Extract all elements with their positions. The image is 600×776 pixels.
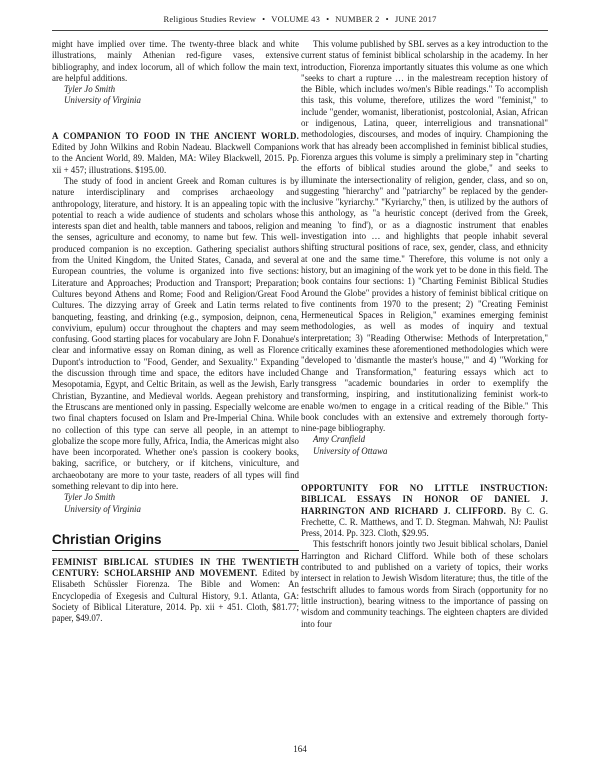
reviewer-affiliation: University of Virginia [64, 503, 141, 514]
review-body: This festschrift honors jointly two Jesuit biblical scholars, Daniel Harrington and Richard Clifford. While both of these scholars contributed to and published on a variety of topics, their works intersect in relation to Jewish Wisdom literature; thus, the title of the festschrift alludes to famous words from Sirach (opportunity for no little instruction), bearing witness to the importance of passing on wisdom and community teachings. The eighteen chapters are divided into four [301, 539, 548, 629]
left-column [52, 39, 299, 625]
reviewer-name: Amy Cranfield [313, 434, 366, 445]
volume-label: VOLUME 43 [271, 14, 321, 24]
review-heading [52, 557, 299, 625]
book-title: OPPORTUNITY FOR NO LITTLE INSTRUCTION: BIBLICAL ESSAYS IN HONOR OF DANIEL J. HARRINGTON AND RICHARD J. CLIFFORD. [301, 482, 548, 516]
review-entry [52, 131, 299, 515]
review-entry [301, 483, 548, 630]
running-header [52, 14, 548, 24]
header-rule [52, 30, 548, 31]
review-heading [52, 131, 299, 176]
book-title: A COMPANION TO FOOD IN THE ANCIENT WORLD. [52, 130, 299, 141]
reviewer-affiliation: University of Ottawa [313, 445, 388, 456]
issue-number: NUMBER 2 [335, 14, 380, 24]
book-citation: Edited by John Wilkins and Robin Nadeau. Blackwell Companions to the Ancient World, 89. Malden, MA: Wiley Blackwell, 2015. Pp. xii + 457; illustrations. $195.00. [52, 142, 299, 175]
book-citation: By C. G. Frechette, C. R. Matthews, and T. D. Stegman. Mahwah, NJ: Paulist Press, 2014. Pp. 323. Cloth, $29.95. [301, 505, 549, 539]
journal-name: Religious Studies Review [163, 14, 257, 24]
header-bullet: • [385, 14, 389, 24]
reviewer-name: Tyler Jo Smith [64, 84, 116, 95]
review-heading [301, 483, 548, 539]
reviewer-affiliation: University of Virginia [64, 95, 141, 106]
issue-date: JUNE 2017 [394, 14, 437, 24]
review-entry [52, 557, 299, 625]
book-citation: Edited by Elisabeth Schüssler Fiorenza. The Bible and Women: An Encyclopedia of Exegesis and Cultural History, 9.1. Atlanta, GA: Society of Biblical Literature, 2014. Pp. xii + 451. Cloth, $81.77; paper, $49.07. [52, 568, 300, 624]
right-column [301, 39, 548, 630]
page-number: 164 [293, 744, 307, 754]
reviewer-name: Tyler Jo Smith [64, 492, 116, 503]
carryover-paragraph: might have implied over time. The twenty-three black and white illustrations, mainly Athenian red-figure vases, extensive bibliography, and index locorum, all of which follow the main text, are helpful additions. [52, 39, 299, 83]
section-heading: Christian Origins [52, 531, 299, 551]
header-bullet: • [262, 14, 266, 24]
carryover-paragraph: This volume published by SBL serves as a key introduction to the current status of feminist biblical scholarship in the academy. In her introduction, Fiorenza importantly situates this volume as one which "seeks to chart a rupture … in the malestream reception history of the Bible, which includes wo/men's Bible readings." To accomplish this task, this volume, therefore, utilizes the word "feminist," to include "gender, womanist, liberationist, postcolonial, Asian, African or indigenous, Latina, queer, interreligious and transnational" methodologies, discourses, and modes of inquiry. Championing the work that has already been accomplished in feminist biblical studies, Fiorenza argues this volume is simply a preliminary step in "charting the efforts of biblical studies around the globe," and seeks to illuminate the intersectionality of religion, gender, class, and so on, suggesting "hierarchy" and "patriarchy" be replaced by the gender-inclusive "kyriarchy." "Kyriarchy," then, is utilized by the authors of this anthology, as "a heuristic concept (derived from the Greek, meaning 'to find'), or as a diagnostic instrument that enables investigation into … and highlights that people inhabit several shifting structural positions of race, sex, gender, class, and ethnicity at one and the same time." Therefore, this volume is not only a history, but an imagining of the work yet to be done in this field. The book contains four sections: 1) "Charting Feminist Biblical Studies Around the Globe" provides a history of feminist biblical critique on five continents from 1970 to the present; 2) "Creating Feminist Hermeneutical Spaces in Religion," examines emerging feminist methodologies, as well as modes of inquiry and textual interpretation; 3) "Reading Otherwise: Methods of Interpretation," critically examines these aforementioned methodologies which were "developed to 'dismantle the master's house,'" and 4) "Working for Change and Transformation," featuring essays which act to transgress "academic boundaries in order to exemplify the transforming, inspiring, and institutionalizing feminist work-to enable wo/men to engage in a critical reading of the Bible." This book concludes with an extensive and extremely thorough forty-nine-page bibliography. [301, 39, 548, 434]
review-body: The study of food in ancient Greek and Roman cultures is by nature interdisciplinary and comprises archaeology and anthropology, literature, and history. It is an appealing topic with the potential to reach a wide audience of students and scholars whose interests span diet and health, table manners and taboos, religion and the senses, agriculture and economy, to name but few. This well-produced companion is no exception. Gathering specialist authors from the United Kingdom, the United States, Canada, and several European countries, the volume is organized into five sections: Literature and Approaches; Production and Transport; Preparation; Cultures beyond Athens and Rome; Food and Religion/Great Food Cultures. The dizzying array of Greek and Latin terms related to banqueting, feasting, and drinking (e.g., symposion, deipnon, cena, convivium, epulum) occur throughout the chapters and may seem confusing. Good starting places for vocabulary are John F. Donahue's clear and informative essay on Roman dining, as well as Florence Dupont's introduction to "Food, Gender, and Sexuality." Expanding the discussion through time and space, the editors have included Mesopotamia, Egypt, and Celtic Britain, as well as the Jewish, Early Christian, Byzantine, and Medieval worlds. Aegean prehistory and the Etruscans are mentioned only in passing. Especially welcome are two final chapters focused on Islam and Pre-Imperial China. While no collection of this type can serve all people, in an attempt to globalize the scope more fully, Africa, India, the Americas might also have been incorporated. Whether one's passion is cookery books, baking, sacrifice, or butchery, or if kitchens, viniculture, and archaeobotany are more to your taste, readers of all types will find something relevant to dip into here. [52, 175, 299, 491]
header-bullet: • [326, 14, 330, 24]
book-title: FEMINIST BIBLICAL STUDIES IN THE TWENTIETH CENTURY: SCHOLARSHIP AND MOVEMENT. [52, 556, 299, 579]
